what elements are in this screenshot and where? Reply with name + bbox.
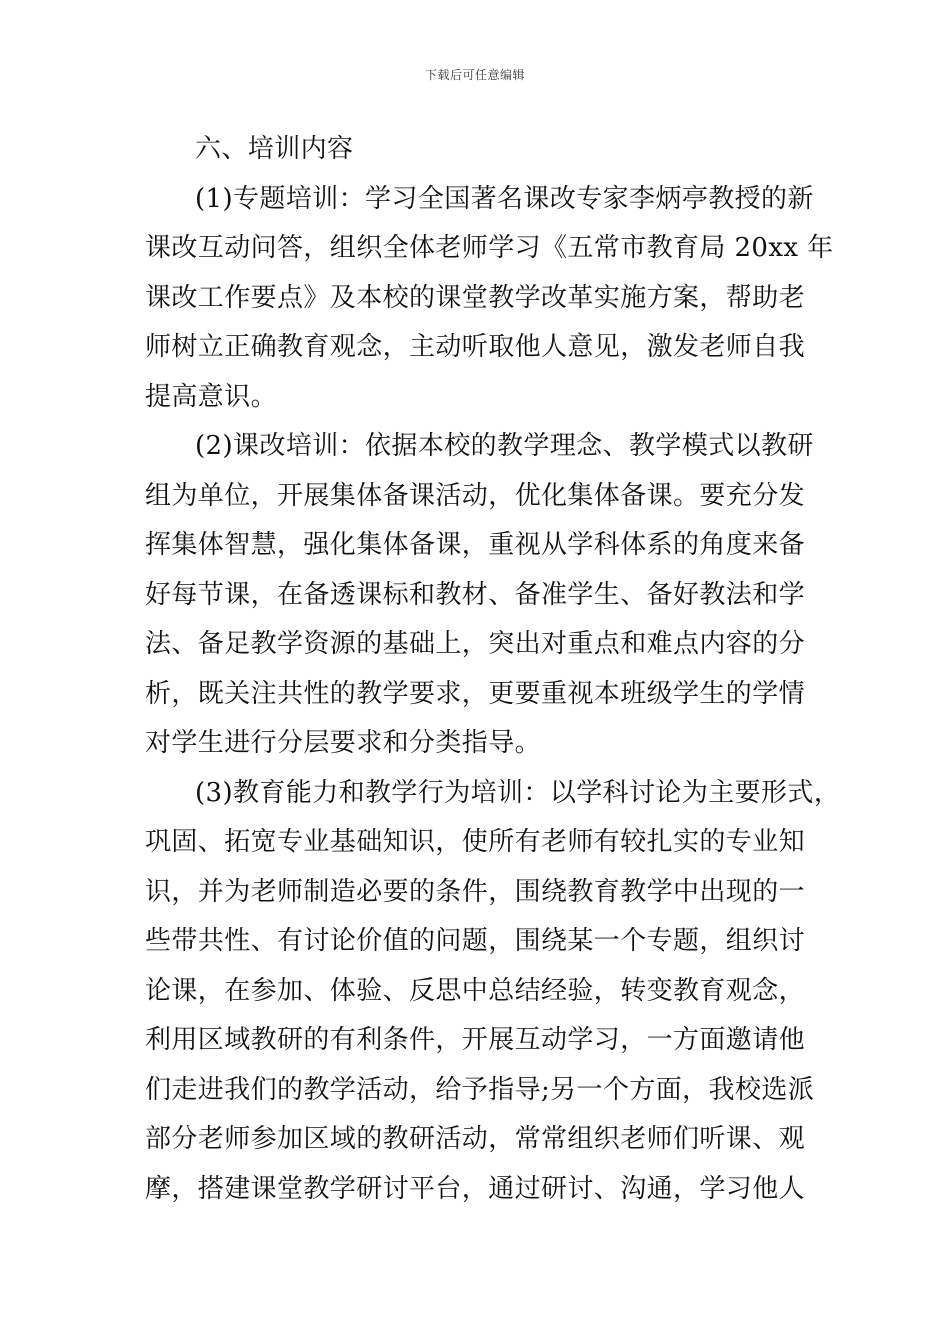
paragraph-1-line: 课改互动问答，组织全体老师学习《五常市教育局 20xx 年: [145, 233, 834, 263]
paragraph-3-line: 们走进我们的教学活动，给予指导;另一个方面，我校选派: [145, 1074, 815, 1105]
paragraph-3-line: 摩，搭建课堂教学研讨平台，通过研讨、沟通，学习他人: [145, 1173, 806, 1204]
paragraph-2-line: 析，既关注共性的教学要求，更要重视本班级学生的学情: [145, 678, 806, 709]
paragraph-3-line: 论课，在参加、体验、反思中总结经验，转变教育观念，: [145, 975, 806, 1006]
paragraph-3-line: (3)教育能力和教学行为培训：以学科讨论为主要形式，: [195, 777, 841, 808]
paragraph-2-line: 组为单位，开展集体备课活动，优化集体备课。要充分发: [145, 480, 806, 511]
paragraph-1-line: (1)专题培训：学习全国著名课改专家李炳亭教授的新: [195, 183, 814, 214]
paragraph-2-line: 好每节课，在备透课标和教材、备准学生、备好教法和学: [145, 579, 806, 610]
paragraph-1-line: 课改工作要点》及本校的课堂教学改革实施方案，帮助老: [145, 282, 806, 313]
download-note: 下载后可任意编辑: [424, 68, 525, 82]
paragraph-3-line: 巩固、拓宽专业基础知识，使所有老师有较扎实的专业知: [145, 827, 806, 857]
paragraph-3-line: 些带共性、有讨论价值的问题，围绕某一个专题，组织讨: [145, 926, 806, 956]
paragraph-2-line: 对学生进行分层要求和分类指导。: [145, 728, 542, 758]
section-heading: 六、培训内容: [195, 134, 354, 164]
paragraph-3-line: 识，并为老师制造必要的条件，围绕教育教学中出现的一: [145, 876, 806, 907]
paragraph-2-line: 法、备足教学资源的基础上，突出对重点和难点内容的分: [145, 629, 806, 659]
document-body: [145, 125, 841, 1214]
paragraph-3-line: 利用区域教研的有利条件，开展互动学习，一方面邀请他: [145, 1025, 806, 1055]
paragraph-2-line: (2)课改培训：依据本校的教学理念、教学模式以教研: [195, 431, 814, 461]
paragraph-2-line: 挥集体智慧，强化集体备课，重视从学科体系的角度来备: [145, 530, 806, 560]
paragraph-3-line: 部分老师参加区域的教研活动，常常组织老师们听课、观: [145, 1124, 806, 1154]
paragraph-1-line: 提高意识。: [145, 381, 278, 412]
paragraph-1-line: 师树立正确教育观念，主动听取他人意见，激发老师自我: [145, 332, 806, 362]
